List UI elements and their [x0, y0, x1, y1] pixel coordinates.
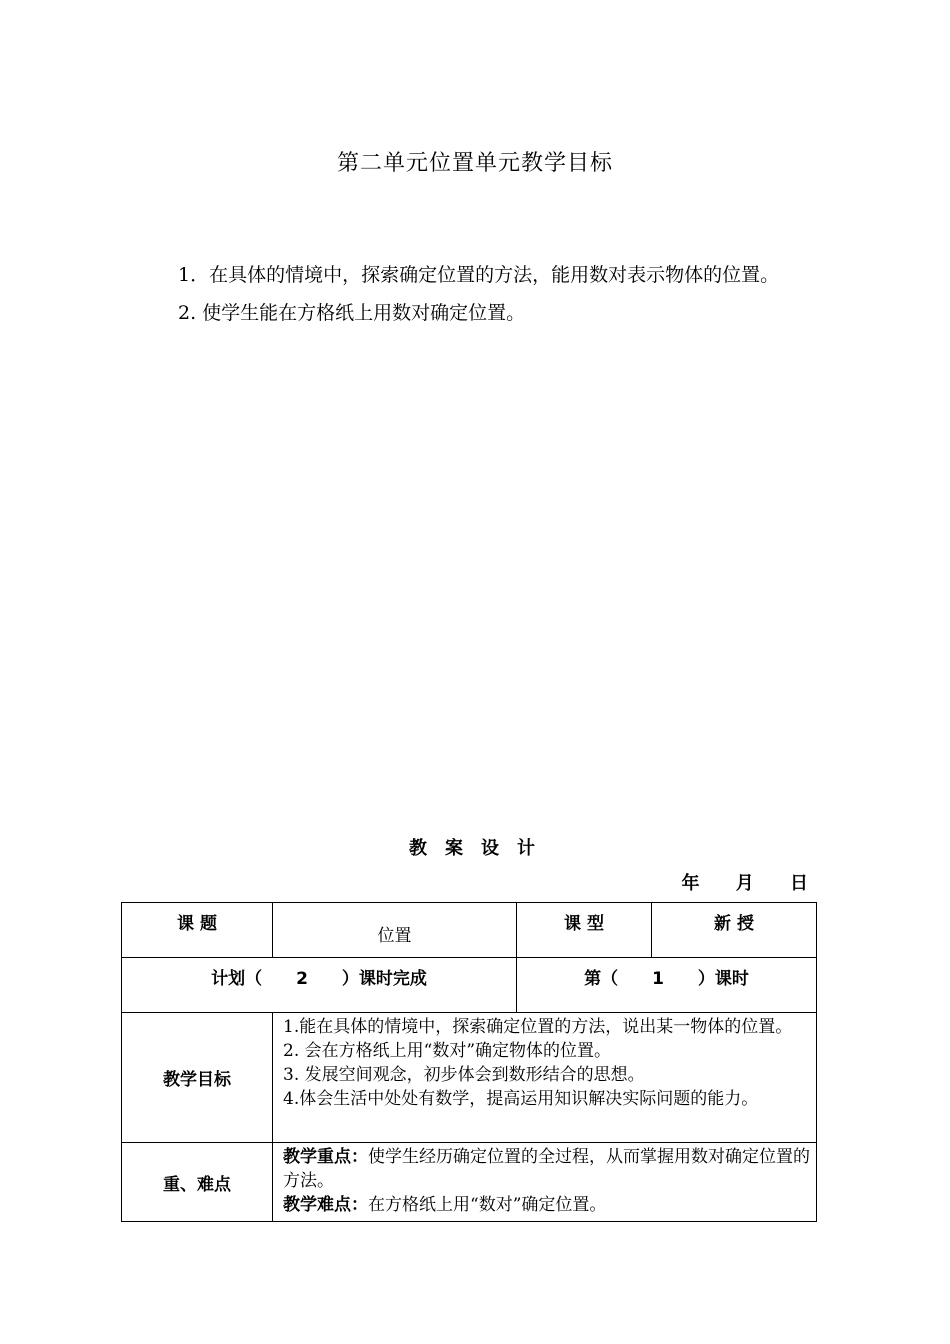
goal-item: 2. 会在方格纸上用“数对”确定物体的位置。	[283, 1041, 612, 1061]
page-title: 第二单元位置单元教学目标	[336, 151, 613, 176]
topic-label: 课 题	[122, 903, 273, 958]
goal-item: 4.体会生活中处处有数学，提高运用知识解决实际问题的能力。	[283, 1089, 759, 1109]
objective-item: 2. 使学生能在方格纸上用数对确定位置。	[178, 302, 526, 324]
unit-objectives	[145, 262, 813, 338]
topic-value: 位置	[273, 903, 517, 958]
keypoints-label: 重、难点	[122, 1143, 273, 1222]
date-month: 月	[735, 873, 754, 894]
keypoints-content	[273, 1143, 817, 1222]
date-day: 日	[790, 873, 808, 894]
objective-item: 1．在具体的情境中，探索确定位置的方法，能用数对表示物体的位置。	[178, 264, 780, 286]
difficult-point-label: 教学难点：	[283, 1195, 368, 1215]
goals-label: 教学目标	[122, 1013, 273, 1143]
difficult-point-text: 在方格纸上用“数对”确定位置。	[368, 1195, 607, 1215]
table-row	[122, 903, 817, 958]
lesson-plan-table	[121, 902, 817, 1222]
difficult-point	[283, 1193, 810, 1217]
goal-item: 1.能在具体的情境中，探索确定位置的方法，说出某一物体的位置。	[283, 1017, 793, 1037]
lesson-number: 第（ 1 ）课时	[517, 958, 817, 1013]
table-row	[122, 1143, 817, 1222]
type-value: 新 授	[652, 903, 817, 958]
lesson-design-title: 教案设计	[409, 838, 553, 859]
goals-content	[273, 1013, 817, 1143]
date-line	[651, 869, 808, 895]
type-label: 课 型	[517, 903, 652, 958]
key-point-label: 教学重点：	[283, 1147, 368, 1167]
table-row	[122, 1013, 817, 1143]
goal-item: 3. 发展空间观念，初步体会到数形结合的思想。	[283, 1065, 645, 1085]
table-row	[122, 958, 817, 1013]
plan-hours: 计划（ 2 ）课时完成	[122, 958, 517, 1013]
key-point-text: 使学生经历确定位置的全过程，从而掌握用数对确定位置的方法。	[283, 1147, 810, 1191]
key-point	[283, 1145, 810, 1193]
date-year: 年	[681, 873, 700, 894]
